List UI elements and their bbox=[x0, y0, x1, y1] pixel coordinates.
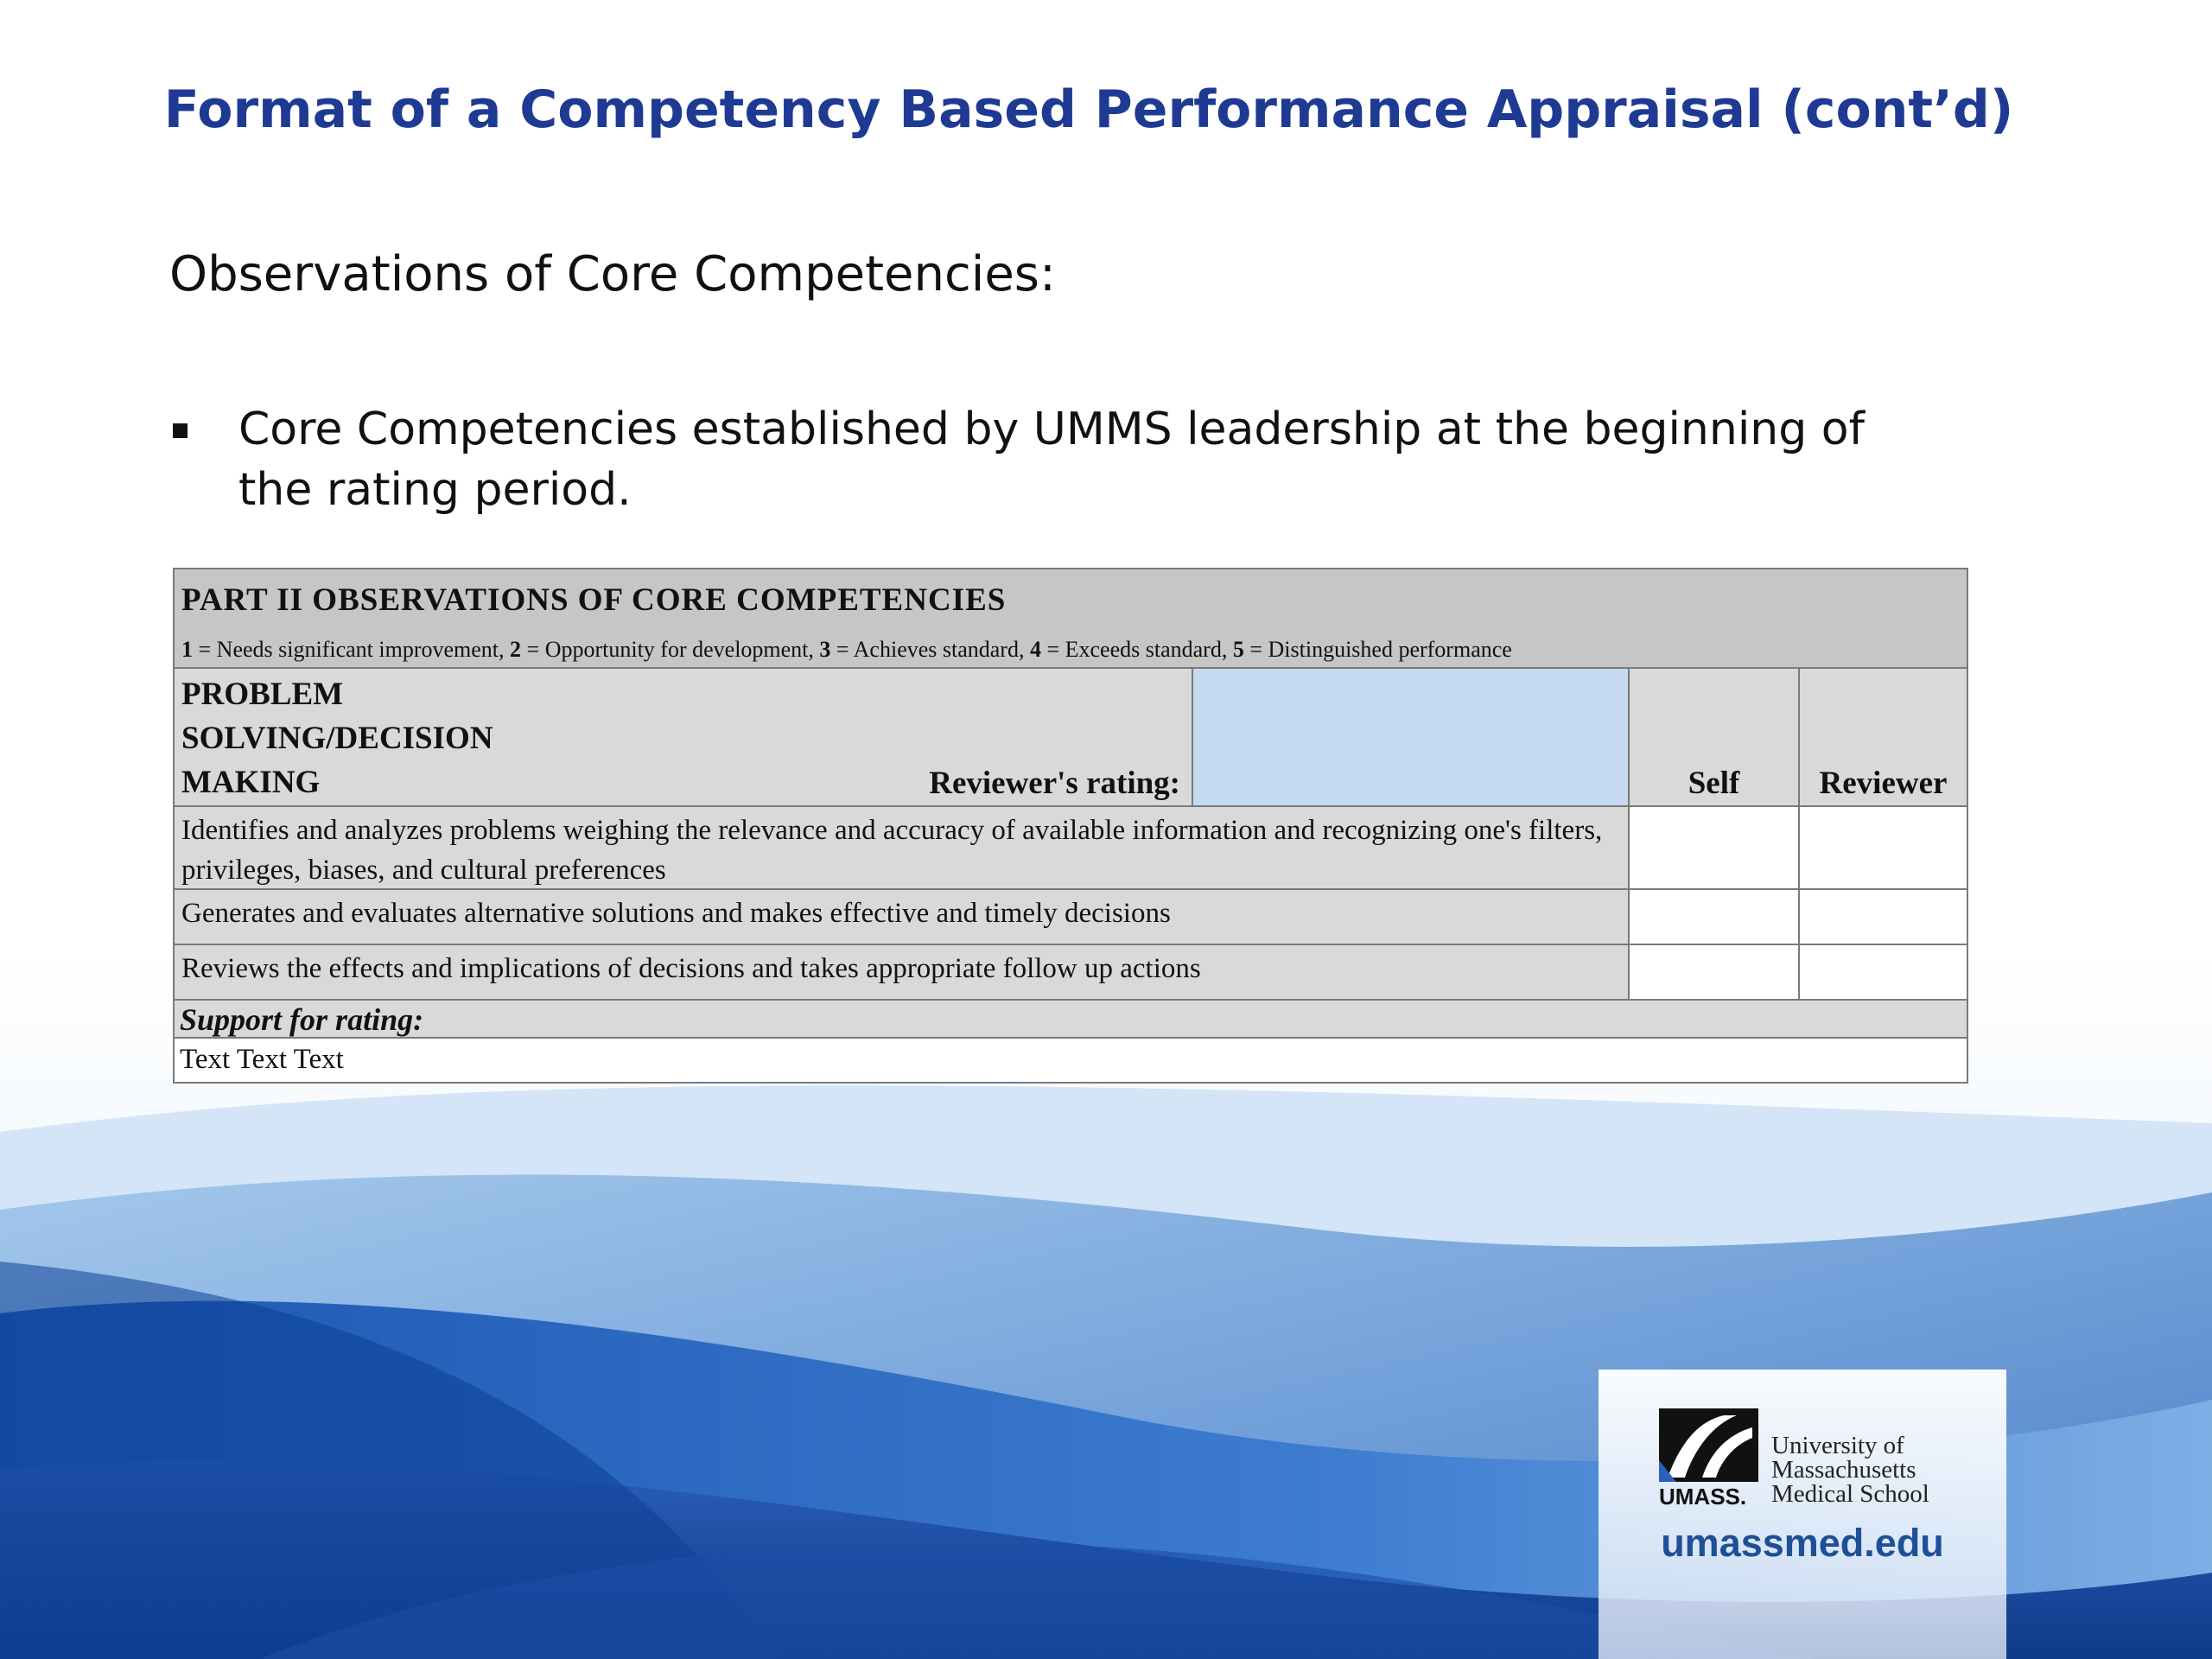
scale-text: = Exceeds standard, bbox=[1040, 637, 1233, 662]
scale-text: = Achieves standard, bbox=[830, 637, 1030, 662]
reviewer-rating-cell[interactable] bbox=[1800, 890, 1967, 944]
competency-title-line: MAKING bbox=[181, 765, 321, 800]
competency-item-text: Reviews the effects and implications of decisions and takes appropriate follow up actions bbox=[175, 945, 1630, 999]
scale-num: 2 bbox=[510, 637, 522, 662]
website-url[interactable]: umassmed.edu bbox=[1661, 1521, 1944, 1565]
scale-num: 5 bbox=[1232, 637, 1244, 662]
scale-num: 1 bbox=[181, 637, 193, 662]
scale-num: 4 bbox=[1029, 637, 1041, 662]
appraisal-form-table bbox=[173, 568, 1968, 1084]
university-name-line: Medical School bbox=[1771, 1480, 1929, 1508]
reviewer-column-label: Reviewer bbox=[1819, 766, 1948, 801]
university-name-line: Massachusetts bbox=[1771, 1456, 1916, 1484]
self-column-header bbox=[1630, 669, 1800, 805]
table-row bbox=[175, 890, 1967, 945]
competency-title-line: PROBLEM bbox=[181, 677, 344, 712]
competency-header-cell bbox=[175, 669, 1630, 805]
reviewer-rating-field[interactable] bbox=[1192, 669, 1628, 805]
self-rating-cell[interactable] bbox=[1630, 945, 1800, 999]
competency-item-text: Identifies and analyzes problems weighing the relevance and accuracy of available information and recognizing one's filters, privileges, biases, and cultural preferences bbox=[175, 807, 1630, 888]
umass-logo-icon bbox=[1659, 1408, 1758, 1482]
umass-logo-panel bbox=[1599, 1370, 2006, 1659]
scale-text: = Needs significant improvement, bbox=[193, 637, 511, 662]
reviewer-column-header bbox=[1800, 669, 1967, 805]
bullet-text: Core Competencies established by UMMS leadership at the beginning of the rating period. bbox=[238, 404, 1865, 516]
self-rating-cell[interactable] bbox=[1630, 890, 1800, 944]
scale-num: 3 bbox=[819, 637, 831, 662]
university-name-line: University of bbox=[1771, 1432, 1904, 1459]
rating-scale-legend bbox=[181, 637, 1512, 663]
support-for-rating-label: Support for rating: bbox=[175, 1001, 1967, 1039]
competency-title bbox=[181, 672, 493, 804]
competency-title-line: SOLVING/DECISION bbox=[181, 721, 493, 756]
university-name bbox=[1771, 1433, 1929, 1506]
square-bullet-icon bbox=[173, 423, 188, 438]
self-column-label: Self bbox=[1688, 766, 1740, 801]
reviewer-rating-cell[interactable] bbox=[1800, 807, 1967, 888]
reviewer-rating-cell[interactable] bbox=[1800, 945, 1967, 999]
slide-title: Format of a Competency Based Performance Appraisal (cont’d) bbox=[163, 79, 2014, 140]
table-row bbox=[175, 807, 1967, 890]
self-rating-cell[interactable] bbox=[1630, 807, 1800, 888]
part-header bbox=[175, 569, 1967, 669]
competency-item-text: Generates and evaluates alternative solutions and makes effective and timely decisions bbox=[175, 890, 1630, 944]
umass-wordmark: UMASS. bbox=[1659, 1484, 1747, 1510]
scale-text: = Distinguished performance bbox=[1243, 637, 1512, 662]
subheading: Observations of Core Competencies: bbox=[169, 246, 1056, 302]
support-for-rating-text[interactable]: Text Text Text bbox=[175, 1039, 1967, 1082]
part-title: PART II OBSERVATIONS OF CORE COMPETENCIES bbox=[181, 582, 1007, 618]
table-row bbox=[175, 945, 1967, 1001]
scale-text: = Opportunity for development, bbox=[521, 637, 820, 662]
competency-header-row bbox=[175, 669, 1967, 807]
reviewer-rating-label: Reviewer's rating: bbox=[929, 766, 1180, 801]
bullet-item bbox=[169, 399, 1949, 520]
